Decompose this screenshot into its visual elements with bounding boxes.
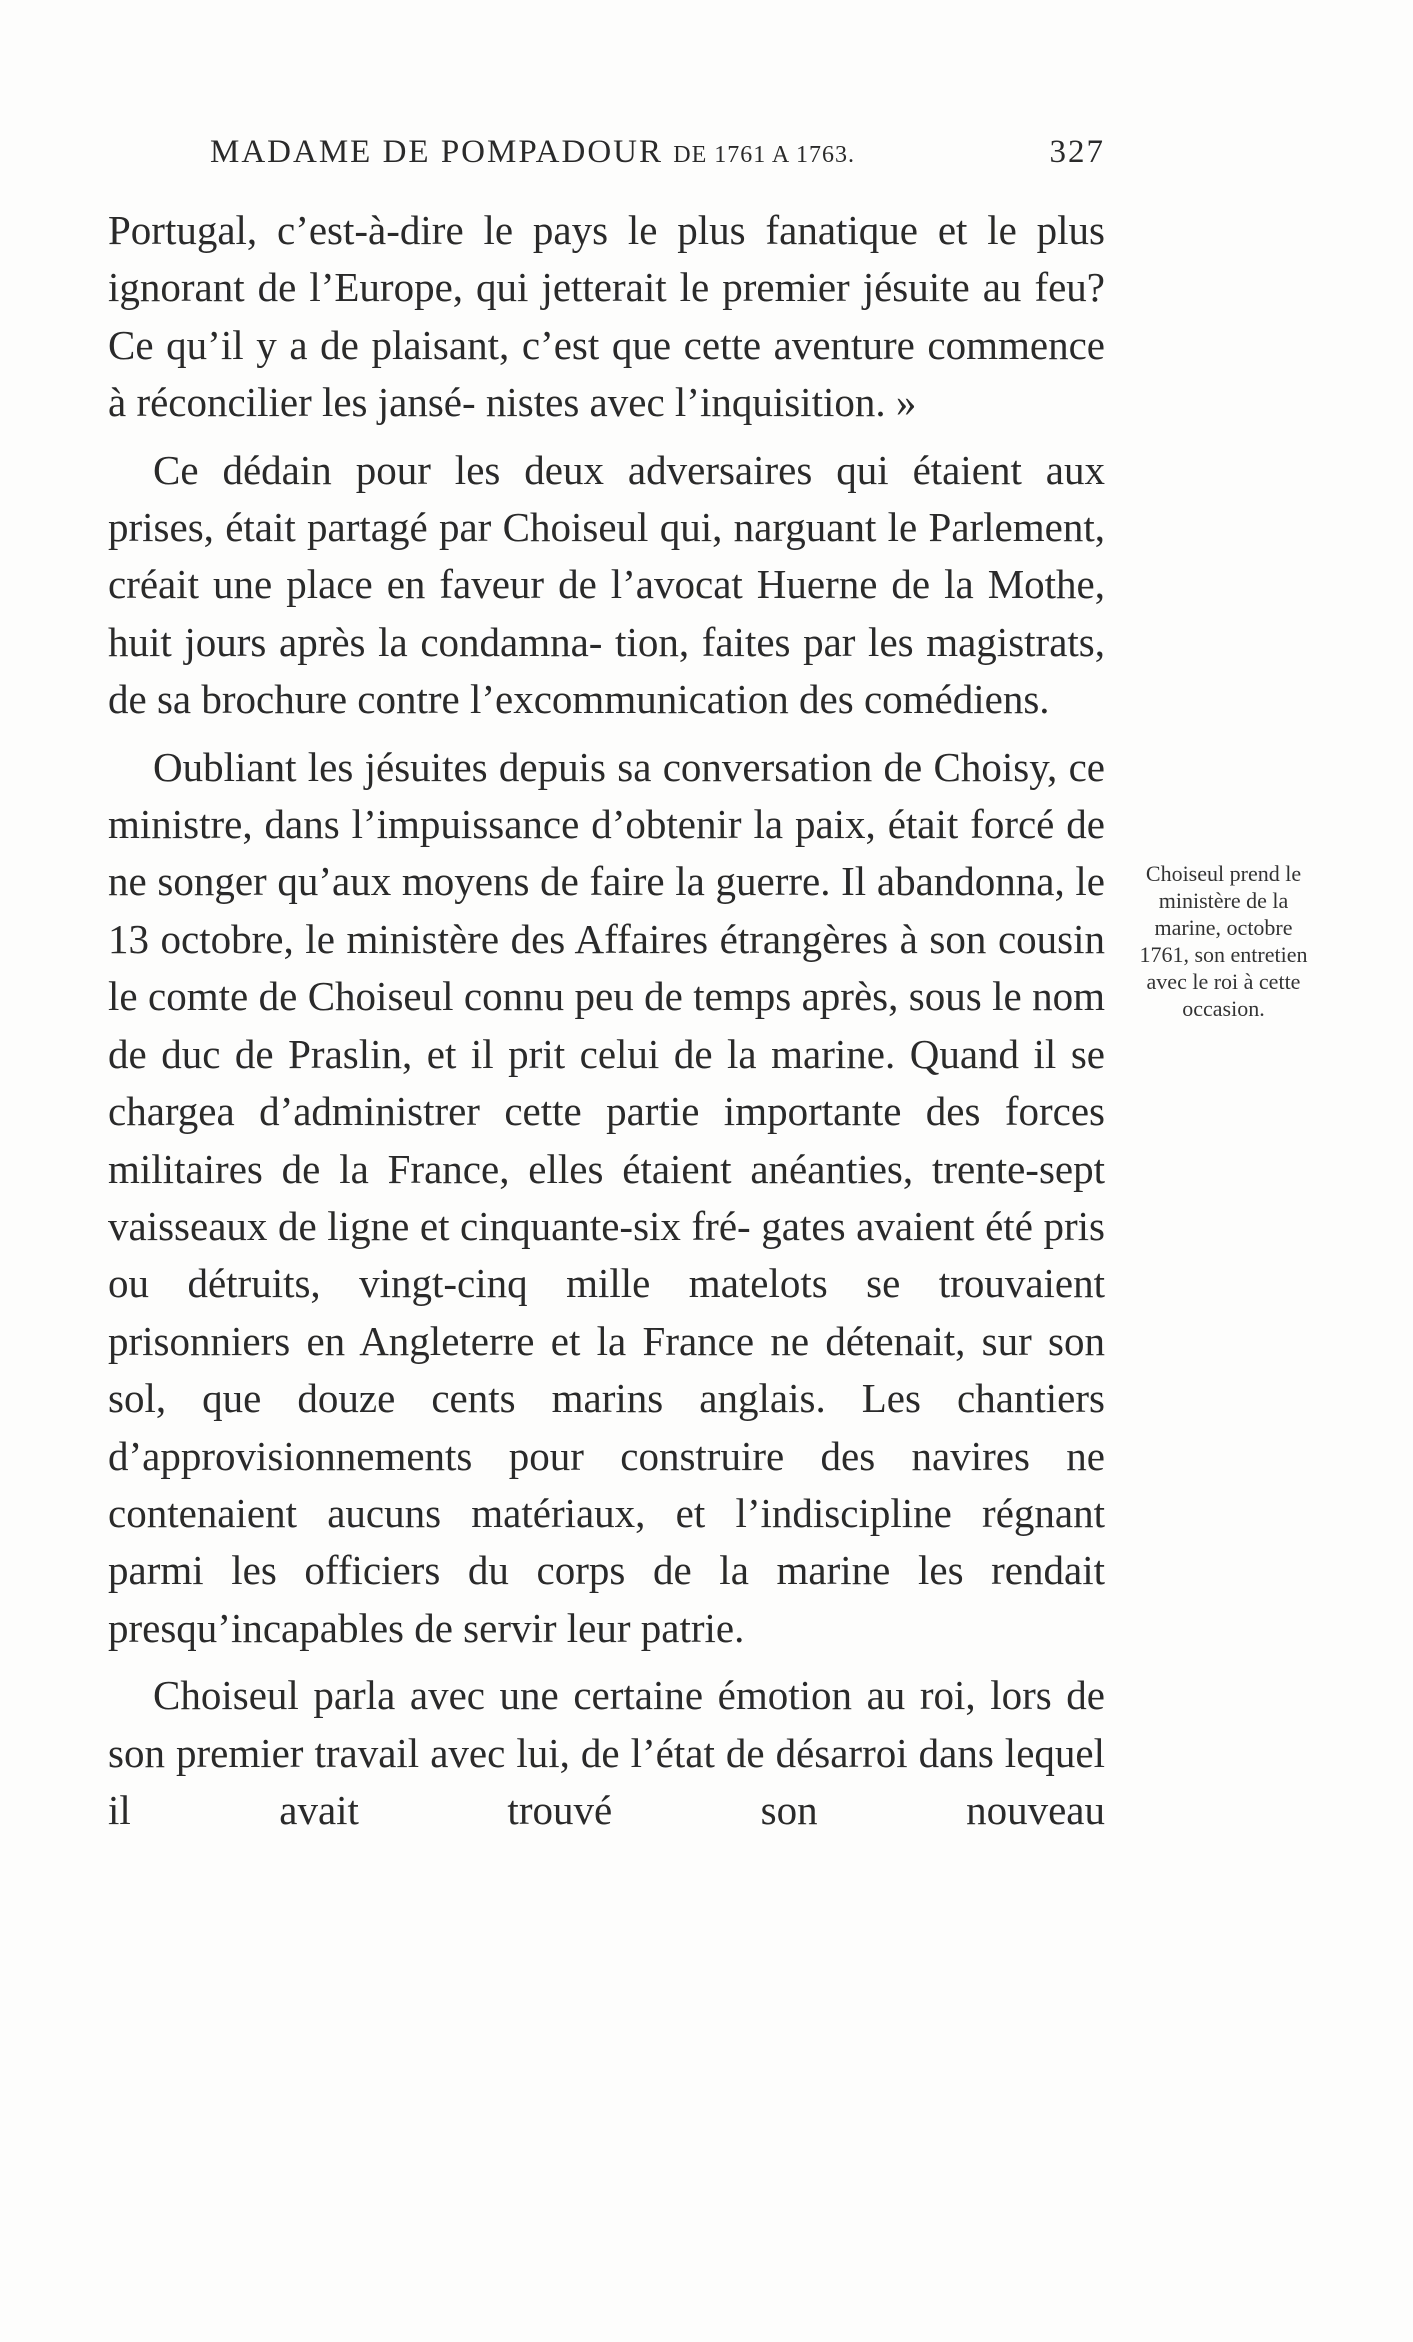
paragraph-2: Ce dédain pour les deux adversaires qui étaient aux prises, était partagé par Choiseul qui, narguant le Parlement, créait une place en faveur de l’avocat Huerne de la Mothe, huit jours après la condamna- tion, faites par les magistrats, de sa brochure contre l’excommunication des comédiens. [108, 446, 1105, 723]
running-head [210, 134, 1105, 174]
paragraph-3: Oubliant les jésuites depuis sa conversation de Choisy, ce ministre, dans l’impuissance d’obtenir la paix, était forcé de ne songer qu’aux moyens de faire la guerre. Il abandonna, le 13 octobre, le ministère des Affaires étrangères à son cousin le comte de Choiseul connu peu de temps après, sous le nom de duc de Praslin, et il prit celui de la marine. Quand il se chargea d’administrer cette partie importante des forces militaires de la France, elles étaient anéanties, trente-sept vaisseaux de ligne et cinquante-six fré- gates avaient été pris ou détruits, vingt-cinq mille matelots se trouvaient prisonniers en Angleterre et la France ne détenait, sur son sol, que douze cents marins anglais. Les chantiers d’approvisionnements pour construire des navires ne contenaient aucuns matériaux, et l’indiscipline régnant parmi les officiers du corps de la marine les rendait presqu’incapables de servir leur patrie. [108, 743, 1105, 1651]
paragraph-4: Choiseul parla avec une certaine émotion au roi, lors de son premier travail avec lui, de l’état de désarroi dans lequel il avait trouvé son nouveau [108, 1672, 1105, 1833]
marginal-note: Choiseul prend le ministère de la marine, octobre 1761, son entretien avec le roi à cette occasion. [1139, 861, 1308, 1021]
running-title [210, 134, 855, 171]
running-title-main: MADAME DE POMPADOUR [210, 134, 664, 170]
page-number: 327 [1049, 134, 1105, 170]
body-text [108, 202, 1105, 2152]
running-title-dates: DE 1761 A 1763. [673, 142, 855, 168]
paragraph-1: Portugal, c’est-à-dire le pays le plus fanatique et le plus ignorant de l’Europe, qui jetterait le premier jésuite au feu? Ce qu’il y a de plaisant, c’est que cette aventure commence à réconcilier les jansé- nistes avec l’inquisition. » [108, 207, 1105, 426]
